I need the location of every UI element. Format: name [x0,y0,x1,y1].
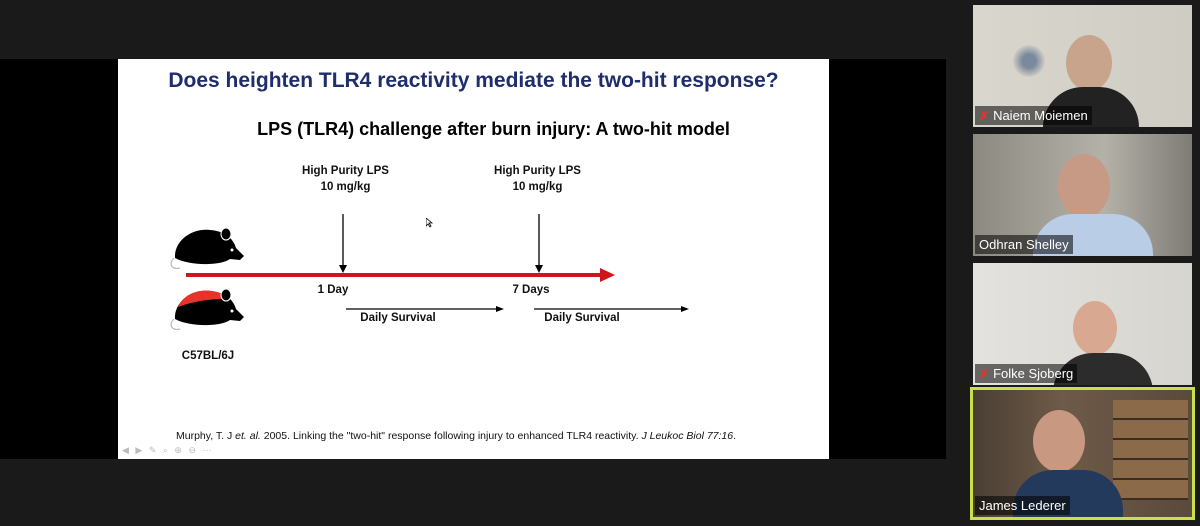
citation-journal: J Leukoc Biol 77:16 [641,430,734,442]
presentation-slide [118,59,829,459]
microphone-muted-icon: ✗ [979,108,990,123]
avatar [1073,301,1117,355]
lps-dose-1-name: High Purity LPS [302,165,389,177]
participant-name: Folke Sjoberg [993,366,1074,381]
avatar [1033,410,1085,472]
citation-etal: et. al. [235,430,261,442]
lps-dose-2-name: High Purity LPS [494,165,581,177]
participant-name: Odhran Shelley [979,237,1069,252]
citation [176,430,736,442]
mouse-cursor-icon [426,218,434,228]
participant-name-tag [975,235,1073,254]
citation-end: . [733,430,737,442]
avatar [1066,35,1112,91]
day-1-label: 1 Day [317,284,349,296]
bookshelf [1113,400,1188,500]
citation-text: 2005. Linking the "two-hit" response following injury to enhanced TLR4 reactivity. [263,430,639,442]
participant-name-tag [975,496,1070,515]
microphone-muted-icon: ✗ [979,366,990,381]
participant-tile[interactable] [973,263,1192,385]
daily-survival-label-2: Daily Survival [544,312,620,324]
lps-dose-2 [480,163,595,195]
mouse-icon [170,224,250,272]
participant-name-tag [975,106,1092,125]
participant-name: James Lederer [979,498,1066,513]
slide-toolbar[interactable]: ◀ ▶ ✎ ⌕ ⊕ ⊖ ⋯ [122,445,214,455]
lps-dose-1-amount: 10 mg/kg [320,181,371,193]
mouse-strain-label: C57BL/6J [181,350,235,362]
participant-tile[interactable] [973,5,1192,127]
mouse-icon [170,285,250,333]
avatar [1058,154,1110,218]
participant-name-tag [975,364,1077,383]
lps-dose-2-amount: 10 mg/kg [512,181,563,193]
wall-pattern [1013,45,1045,77]
citation-author: Murphy, T. J [176,430,233,442]
daily-survival-label-1: Daily Survival [360,312,436,324]
participant-name: Naiem Moiemen [993,108,1088,123]
participant-tile[interactable] [973,134,1192,256]
slide-title: Does heighten TLR4 reactivity mediate the two-hit response? [168,69,779,92]
lps-dose-1 [288,163,403,195]
slide-subtitle: LPS (TLR4) challenge after burn injury: A two-hit model [257,119,730,139]
day-7-label: 7 Days [512,284,550,296]
participant-tile-active-speaker[interactable] [973,390,1192,517]
